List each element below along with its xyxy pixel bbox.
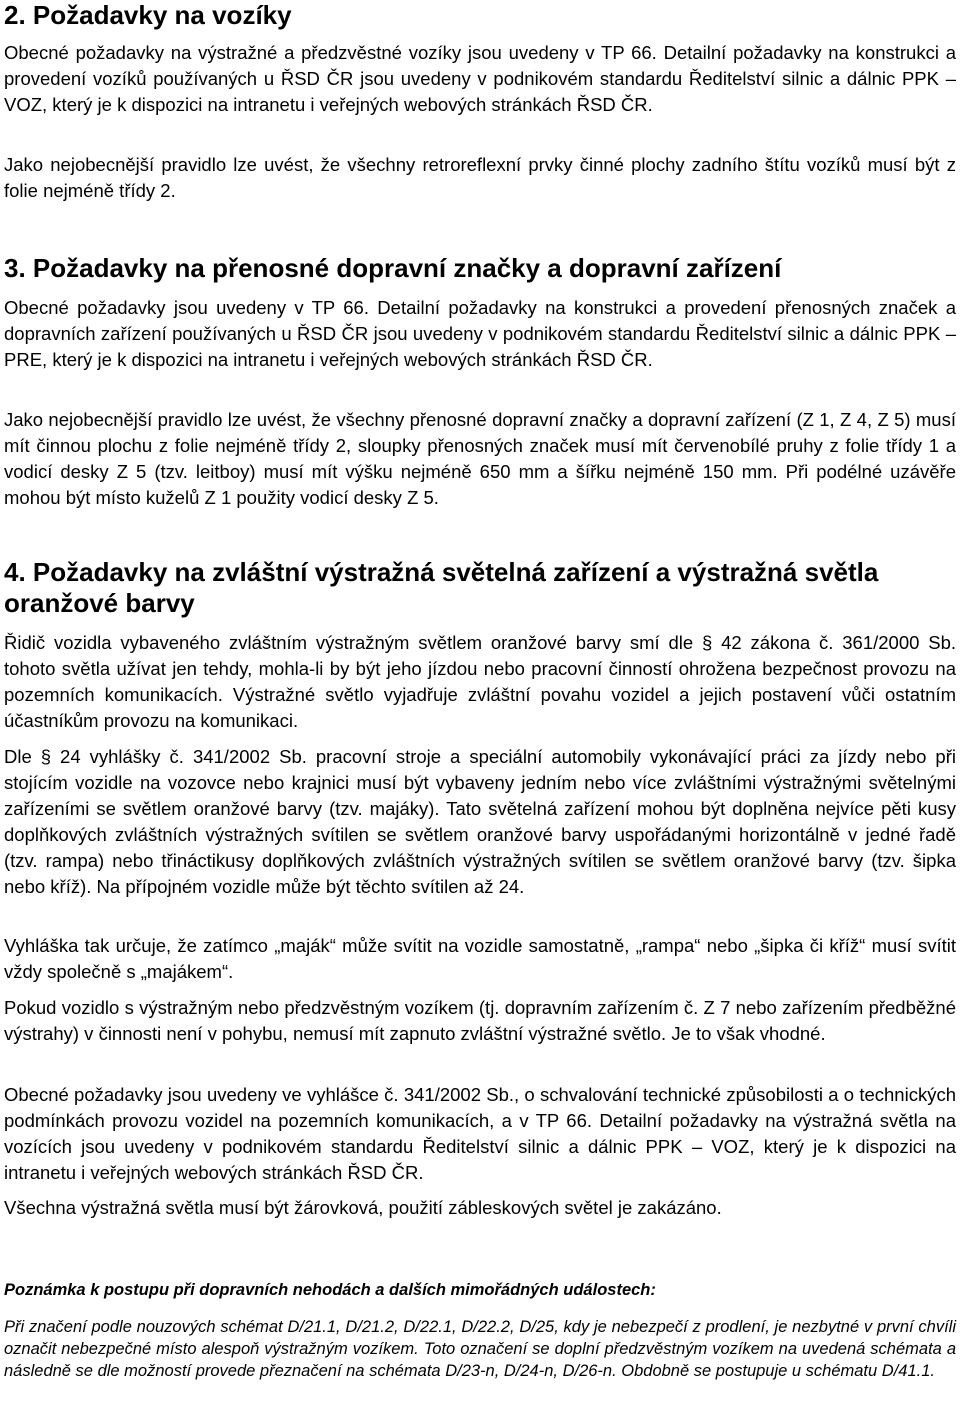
section-4-paragraph-1: Řidič vozidla vybaveného zvláštním výstražným světlem oranžové barvy smí dle § 42 zákona č. 361/2000 Sb. tohoto světla užívat jen tehdy, mohla-li by být jeho jízdou nebo pracovní činností ohrožena bezpečnost provozu na pozemních komunikacích. Výstražné světlo vyjadřuje zvláštní povahu vozidel a jejich postavení vůči ostatním účastníkům provozu na komunikaci. xyxy=(4,632,956,731)
section-4-paragraph-4: Pokud vozidlo s výstražným nebo předzvěstným vozíkem (tj. dopravním zařízením č. Z 7 nebo zařízením předběžné výstrahy) v činnosti není v pohybu, nemusí mít zapnuto zvláštní výstražné světlo. Je to však vhodné. xyxy=(4,997,956,1044)
section-3-paragraph-2: Jako nejobecnější pravidlo lze uvést, že všechny přenosné dopravní značky a dopravní zařízení (Z 1, Z 4, Z 5) musí mít činnou plochu z folie nejméně třídy 2, sloupky přenosných značek musí mít červenobílé pruhy z folie třídy 1 a vodicí desky Z 5 (tzv. leitboy) musí mít výšku nejméně 650 mm a šířku nejméně 150 mm. Při podélné uzávěře mohou být místo kuželů Z 1 použity vodicí desky Z 5. xyxy=(4,409,956,508)
note-title: Poznámka k postupu při dopravních nehodách a dalších mimořádných událostech: xyxy=(4,1281,656,1299)
section-3-paragraph-1: Obecné požadavky jsou uvedeny v TP 66. Detailní požadavky na konstrukci a provedení přenosných značek a dopravních zařízení používaných u ŘSD ČR jsou uvedeny v podnikovém standardu Ředitelství silnic a dálnic PPK – PRE, který je k dispozici na intranetu i veřejných webových stránkách ŘSD ČR. xyxy=(4,297,956,370)
section-2-paragraph-1: Obecné požadavky na výstražné a předzvěstné vozíky jsou uvedeny v TP 66. Detailní požadavky na konstrukci a provedení vozíků používaných u ŘSD ČR jsou uvedeny v podnikovém standardu Ředitelství silnic a dálnic PPK – VOZ, který je k dispozici na intranetu i veřejných webových stránkách ŘSD ČR. xyxy=(4,42,956,115)
section-4-paragraph-2: Dle § 24 vyhlášky č. 341/2002 Sb. pracovní stroje a speciální automobily vykonávající práci za jízdy nebo při stojícím vozidle na vozovce nebo krajnici musí být vybaveny jedním nebo více zvláštními výstražnými světelnými zařízeními se světlem oranžové barvy (tzv. majáky). Tato světelná zařízení mohou být doplněna nejvíce pěti kusy doplňkových zvláštních výstražných svítilen se světlem oranžové barvy uspořádanými horizontálně v jedné řadě (tzv. rampa) nebo třináctikusy doplňkových zvláštních výstražných svítilen se světlem oranžové barvy (tzv. šipka nebo kříž). Na přípojném vozidle může být těchto svítilen až 24. xyxy=(4,746,956,897)
section-4-paragraph-6: Všechna výstražná světla musí být žárovková, použití zábleskových světel je zakázáno. xyxy=(4,1197,722,1218)
section-2-paragraph-2: Jako nejobecnější pravidlo lze uvést, že všechny retroreflexní prvky činné plochy zadního štítu vozíků musí být z folie nejméně třídy 2. xyxy=(4,154,956,201)
section-2-heading: 2. Požadavky na vozíky xyxy=(4,0,292,30)
section-3-heading: 3. Požadavky na přenosné dopravní značky a dopravní zařízení xyxy=(4,253,782,283)
note-text: Při značení podle nouzových schémat D/21.1, D/21.2, D/22.1, D/22.2, D/25, kdy je nebezpečí z prodlení, je nezbytné v první chvíli označit nebezpečné místo alespoň výstražným vozíkem. Toto označení se doplní předzvěstným vozíkem na uvedená schémata a následně se dle možností provede přeznačení na schémata D/23-n, D/24-n, D/26-n. Obdobně se postupuje u schématu D/41.1. xyxy=(4,1318,956,1380)
section-4-heading: 4. Požadavky na zvláštní výstražná světelná zařízení a výstražná světla oranžové barvy xyxy=(4,557,879,618)
section-4-paragraph-5: Obecné požadavky jsou uvedeny ve vyhlášce č. 341/2002 Sb., o schvalování technické způsobilosti a o technických podmínkách provozu vozidel na pozemních komunikacích, a v TP 66. Detailní požadavky na výstražná světla na vozících jsou uvedeny v podnikovém standardu Ředitelství silnic a dálnic PPK – VOZ, který je k dispozici na intranetu i veřejných webových stránkách ŘSD ČR. xyxy=(4,1084,956,1183)
section-4-paragraph-3: Vyhláška tak určuje, že zatímco „maják“ může svítit na vozidle samostatně, „rampa“ nebo „šipka či kříž“ musí svítit vždy společně s „majákem“. xyxy=(4,935,956,982)
